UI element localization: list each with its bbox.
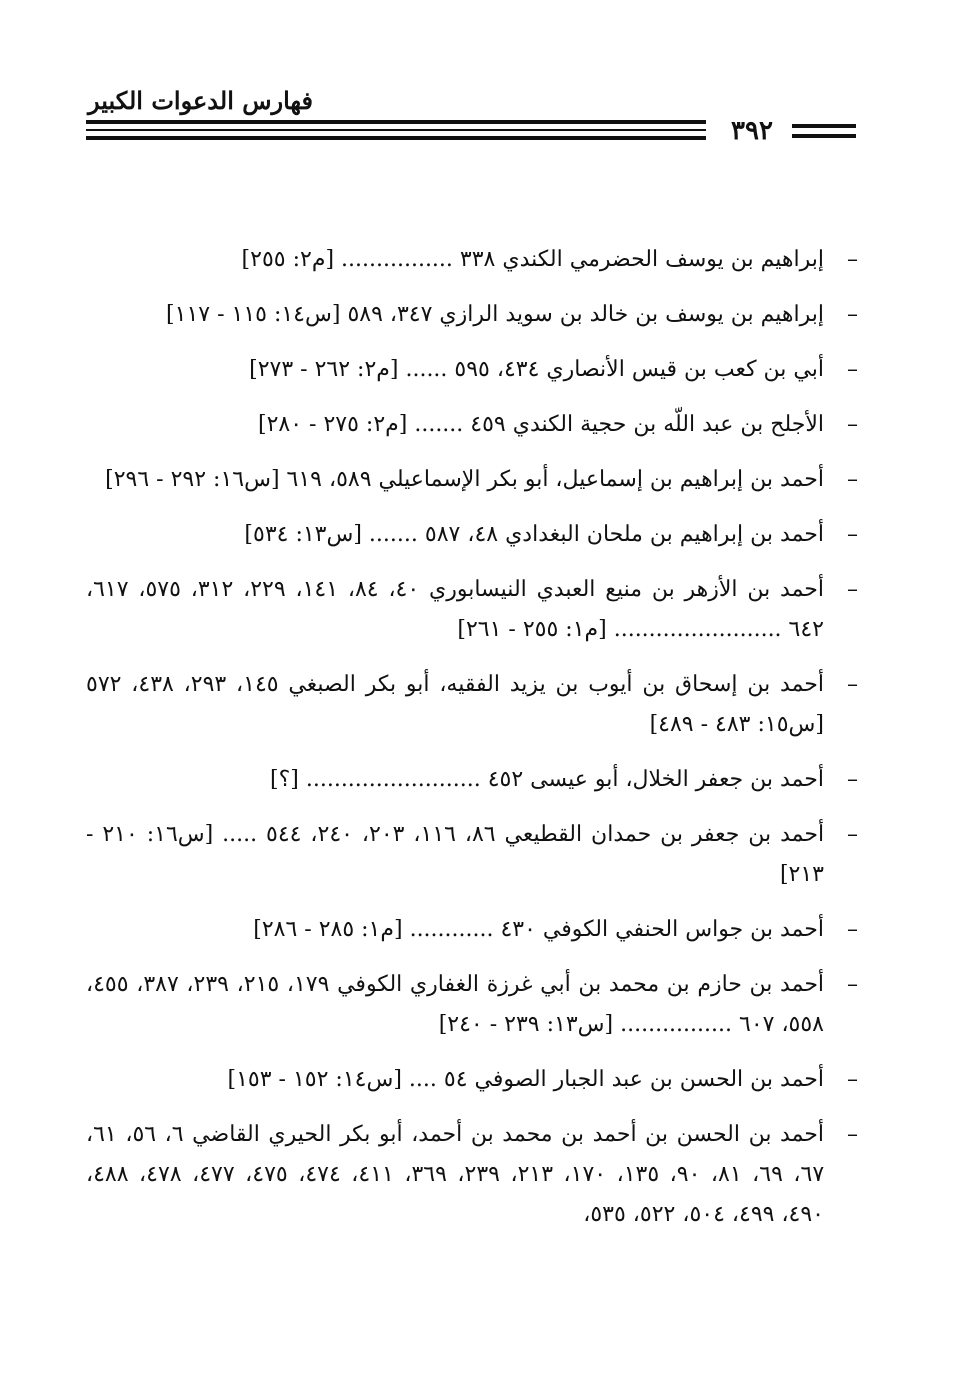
index-entry — [86, 760, 858, 800]
entry-dash: – — [847, 412, 858, 437]
index-entry — [86, 350, 858, 390]
entry-dash: – — [847, 302, 858, 327]
entry-dash: – — [847, 467, 858, 492]
entry-dash: – — [847, 672, 858, 697]
entry-text: أحمد بن جواس الحنفي الكوفي ٤٣٠ ............ [م١: ٢٨٥ - ٢٨٦] — [253, 917, 824, 942]
entry-dash: – — [847, 1122, 858, 1147]
entry-dash: – — [847, 522, 858, 547]
entry-dash: – — [847, 822, 858, 847]
entry-text: أحمد بن الأزهر بن منيع العبدي النيسابوري ٤٠، ٨٤، ١٤١، ٢٢٩، ٣١٢، ٥٧٥، ٦١٧، ٦٤٢ ........................ [م١: ٢٥٥ - ٢٦١] — [86, 577, 825, 642]
entry-text: أحمد بن جعفر بن حمدان القطيعي ٨٦، ١١٦، ٢٠٣، ٢٤٠، ٥٤٤ ..... [س١٦: ٢١٠ - ٢١٣] — [86, 822, 825, 887]
index-entry — [86, 295, 858, 335]
index-entry — [86, 570, 858, 650]
index-entry — [86, 240, 858, 280]
entry-text: إبراهيم بن يوسف الحضرمي الكندي ٣٣٨ ................ [م٢: ٢٥٥] — [241, 247, 824, 272]
index-entry — [86, 515, 858, 555]
index-entry — [86, 405, 858, 445]
entry-dash: – — [847, 247, 858, 272]
index-entries — [86, 240, 858, 1250]
entry-text: أحمد بن الحسن بن أحمد بن محمد بن أحمد، أبو بكر الحيري القاضي ٦، ٥٦، ٦١، ٦٧، ٦٩، ٨١، ٩٠، ١٣٥، ١٧٠، ٢١٣، ٢٣٩، ٣٦٩، ٤١١، ٤٧٤، ٤٧٥، ٤٧٧، ٤٧٨، ٤٨٨، ٤٩٠، ٤٩٩، ٥٠٤، ٥٢٢، ٥٣٥، — [86, 1122, 825, 1227]
entry-text: أبي بن كعب بن قيس الأنصاري ٤٣٤، ٥٩٥ ...... [م٢: ٢٦٢ - ٢٧٣] — [249, 357, 824, 382]
entry-text: أحمد بن إبراهيم بن ملحان البغدادي ٤٨، ٥٨٧ ....... [س١٣: ٥٣٤] — [244, 522, 824, 547]
index-entry — [86, 460, 858, 500]
page-number: ٣٩٢ — [712, 116, 792, 146]
index-entry — [86, 1060, 858, 1100]
header-rule-mid-left — [86, 129, 706, 131]
entry-text: أحمد بن الحسن بن عبد الجبار الصوفي ٥٤ .... [س١٤: ١٥٢ - ١٥٣] — [227, 1067, 824, 1092]
header-rule-bottom-left — [86, 136, 706, 140]
entry-text: أحمد بن إسحاق بن أيوب بن يزيد الفقيه، أبو بكر الصبغي ١٤٥، ٢٩٣، ٤٣٨، ٥٧٢ [س١٥: ٤٨٣ - ٤٨٩] — [86, 672, 825, 737]
running-title: فهارس الدعوات الكبير — [88, 86, 313, 115]
header-rule-top-left — [86, 120, 706, 124]
entry-text: أحمد بن حازم بن محمد بن أبي غرزة الغفاري الكوفي ١٧٩، ٢١٥، ٢٣٩، ٣٨٧، ٤٥٥، ٥٥٨، ٦٠٧ ................ [س١٣: ٢٣٩ - ٢٤٠] — [86, 972, 825, 1037]
entry-text: إبراهيم بن يوسف بن خالد بن سويد الرازي ٣٤٧، ٥٨٩ [س١٤: ١١٥ - ١١٧] — [166, 302, 824, 327]
entry-dash: – — [847, 917, 858, 942]
index-entry — [86, 910, 858, 950]
entry-dash: – — [847, 357, 858, 382]
entry-dash: – — [847, 972, 858, 997]
entry-dash: – — [847, 767, 858, 792]
index-entry — [86, 965, 858, 1045]
entry-dash: – — [847, 577, 858, 602]
entry-text: أحمد بن إبراهيم بن إسماعيل، أبو بكر الإسماعيلي ٥٨٩، ٦١٩ [س١٦: ٢٩٢ - ٢٩٦] — [105, 467, 824, 492]
header-rule-bottom-right — [792, 134, 856, 138]
index-entry — [86, 1115, 858, 1235]
header-rule-top-right — [792, 124, 856, 128]
index-entry — [86, 815, 858, 895]
entry-dash: – — [847, 1067, 858, 1092]
entry-text: أحمد بن جعفر الخلال، أبو عيسى ٤٥٢ ......................... [؟] — [270, 767, 824, 792]
entry-text: الأجلح بن عبد اللّه بن حجية الكندي ٤٥٩ ....... [م٢: ٢٧٥ - ٢٨٠] — [257, 412, 824, 437]
index-entry — [86, 665, 858, 745]
